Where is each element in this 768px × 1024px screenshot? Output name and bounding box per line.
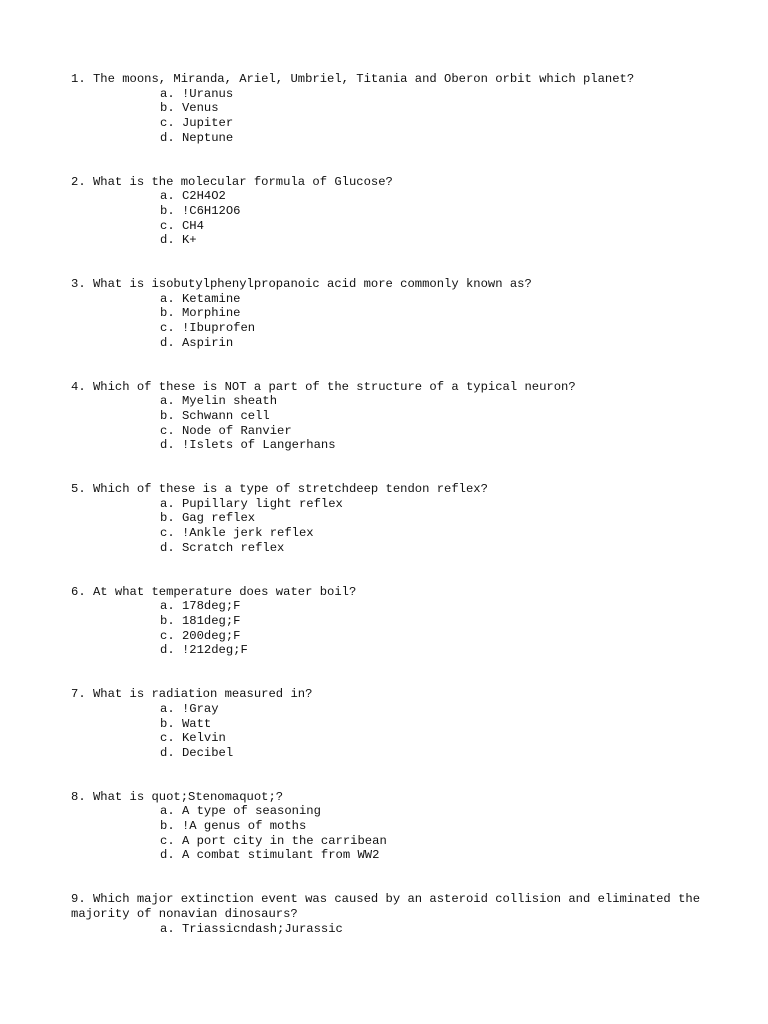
option-letter: c. (160, 628, 175, 643)
option-list (71, 87, 711, 146)
question-number: 5. (71, 482, 86, 497)
question-prompt: The moons, Miranda, Ariel, Umbriel, Titania and Oberon orbit which planet? (92, 72, 635, 86)
option-text: Kelvin (181, 731, 226, 746)
option-text: Schwann cell (181, 408, 270, 423)
question-number: 6. (71, 584, 86, 599)
option-letter: c. (160, 833, 175, 848)
option-d (160, 438, 711, 453)
option-d (160, 848, 711, 863)
option-text: Ketamine (181, 291, 241, 306)
quiz-document (71, 72, 711, 965)
question-number: 1. (71, 72, 86, 86)
option-text: !Uranus (181, 86, 234, 101)
option-text: Watt (181, 716, 212, 731)
option-text: Morphine (181, 306, 241, 321)
option-letter: a. (160, 291, 175, 306)
option-letter: a. (160, 86, 175, 101)
question-number: 7. (71, 687, 86, 702)
option-c (160, 731, 711, 746)
option-letter: b. (160, 716, 175, 731)
option-d (160, 541, 711, 556)
question-number: 4. (71, 379, 86, 394)
option-c (160, 629, 711, 644)
option-letter: d. (160, 438, 175, 453)
option-d (160, 746, 711, 761)
question-number: 3. (71, 277, 86, 292)
option-list (71, 804, 711, 863)
question-text (71, 892, 711, 921)
question-text (71, 482, 711, 497)
question-text (71, 72, 711, 87)
option-text: 178deg;F (181, 599, 241, 614)
option-text: Venus (181, 101, 219, 116)
option-text: !A genus of moths (181, 819, 307, 834)
option-letter: b. (160, 306, 175, 321)
option-letter: c. (160, 321, 175, 336)
option-d (160, 643, 711, 658)
option-b (160, 101, 711, 116)
question-prompt: What is the molecular formula of Glucose? (92, 174, 393, 189)
option-text: A combat stimulant from WW2 (181, 848, 380, 863)
option-text: Pupillary light reflex (181, 496, 343, 511)
option-d (160, 131, 711, 146)
question-prompt: What is isobutylphenylpropanoic acid more commonly known as? (92, 277, 532, 292)
option-a (160, 804, 711, 819)
option-b (160, 511, 711, 526)
option-text: K+ (181, 233, 197, 248)
option-letter: b. (160, 408, 175, 423)
option-text: !Islets of Langerhans (181, 438, 336, 453)
option-text: Neptune (181, 130, 234, 145)
option-text: A port city in the carribean (181, 833, 387, 848)
option-c (160, 834, 711, 849)
option-letter: d. (160, 848, 175, 863)
option-letter: d. (160, 130, 175, 145)
option-c (160, 321, 711, 336)
option-letter: a. (160, 921, 175, 936)
question-7 (71, 687, 711, 761)
option-list (71, 922, 711, 937)
option-c (160, 116, 711, 131)
option-letter: b. (160, 203, 175, 218)
option-text: 181deg;F (181, 613, 241, 628)
option-b (160, 717, 711, 732)
question-prompt: At what temperature does water boil? (92, 584, 357, 599)
option-a (160, 394, 711, 409)
option-a (160, 189, 711, 204)
option-list (71, 702, 711, 761)
option-letter: c. (160, 731, 175, 746)
option-text: A type of seasoning (181, 804, 321, 819)
question-number: 9. (71, 892, 86, 907)
option-letter: c. (160, 526, 175, 541)
question-number: 2. (71, 174, 86, 189)
option-letter: b. (160, 613, 175, 628)
question-3 (71, 277, 711, 351)
question-5 (71, 482, 711, 556)
option-c (160, 219, 711, 234)
question-prompt: What is quot;Stenomaquot;? (92, 789, 284, 804)
option-text: Myelin sheath (181, 394, 278, 409)
option-letter: a. (160, 599, 175, 614)
option-list (71, 497, 711, 556)
option-text: !C6H12O6 (181, 203, 241, 218)
question-text (71, 380, 711, 395)
option-text: Aspirin (181, 335, 234, 350)
option-letter: c. (160, 423, 175, 438)
option-a (160, 497, 711, 512)
question-number: 8. (71, 789, 86, 804)
option-letter: a. (160, 496, 175, 511)
question-text (71, 790, 711, 805)
option-b (160, 819, 711, 834)
question-text (71, 277, 711, 292)
option-a (160, 292, 711, 307)
option-letter: d. (160, 335, 175, 350)
question-1 (71, 72, 711, 146)
option-text: !Gray (181, 701, 219, 716)
question-prompt: Which of these is a type of stretchdeep tendon reflex? (92, 482, 488, 497)
option-text: C2H4O2 (181, 189, 226, 204)
option-letter: a. (160, 701, 175, 716)
question-prompt: What is radiation measured in? (92, 687, 313, 702)
option-text: !Ibuprofen (181, 321, 256, 336)
question-2 (71, 175, 711, 249)
option-letter: b. (160, 819, 175, 834)
option-b (160, 409, 711, 424)
option-text: CH4 (181, 218, 204, 233)
option-letter: d. (160, 745, 175, 760)
option-d (160, 336, 711, 351)
question-prompt: Which of these is NOT a part of the structure of a typical neuron? (92, 379, 576, 394)
option-b (160, 306, 711, 321)
question-4 (71, 380, 711, 454)
option-a (160, 702, 711, 717)
option-b (160, 204, 711, 219)
option-letter: d. (160, 643, 175, 658)
question-prompt: Which major extinction event was caused by an asteroid collision and eliminated the majority of nonavian dinosaurs? (71, 892, 708, 921)
option-a (160, 87, 711, 102)
question-9 (71, 892, 711, 936)
option-text: Jupiter (181, 116, 234, 131)
option-list (71, 599, 711, 658)
option-text: Triassicndash;Jurassic (181, 921, 343, 936)
option-text: Scratch reflex (181, 540, 285, 555)
option-letter: d. (160, 540, 175, 555)
option-d (160, 233, 711, 248)
question-text (71, 687, 711, 702)
option-a (160, 922, 711, 937)
option-text: Decibel (181, 745, 234, 760)
option-text: Gag reflex (181, 511, 256, 526)
option-letter: a. (160, 189, 175, 204)
question-6 (71, 585, 711, 659)
option-b (160, 614, 711, 629)
option-text: Node of Ranvier (181, 423, 292, 438)
option-letter: c. (160, 116, 175, 131)
question-8 (71, 790, 711, 864)
question-text (71, 175, 711, 190)
option-a (160, 599, 711, 614)
option-text: !212deg;F (181, 643, 248, 658)
option-list (71, 189, 711, 248)
option-letter: c. (160, 218, 175, 233)
option-c (160, 526, 711, 541)
option-text: !Ankle jerk reflex (181, 526, 314, 541)
option-letter: d. (160, 233, 175, 248)
question-text (71, 585, 711, 600)
option-letter: b. (160, 101, 175, 116)
option-letter: a. (160, 804, 175, 819)
option-letter: a. (160, 394, 175, 409)
option-list (71, 394, 711, 453)
option-c (160, 424, 711, 439)
option-list (71, 292, 711, 351)
option-letter: b. (160, 511, 175, 526)
option-text: 200deg;F (181, 628, 241, 643)
